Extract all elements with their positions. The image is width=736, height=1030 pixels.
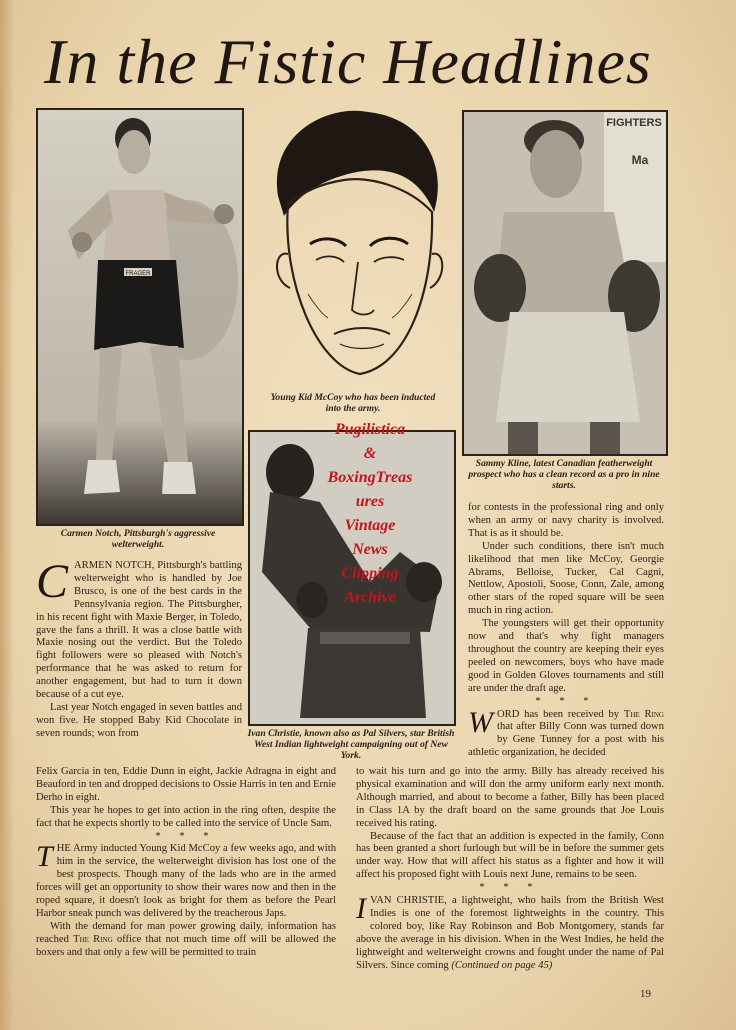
lead-in: VAN CHRISTIE bbox=[370, 895, 445, 907]
paragraph-notch-intro bbox=[36, 555, 242, 702]
article-block-lower-left bbox=[36, 766, 336, 960]
drop-cap: T bbox=[36, 840, 53, 874]
drop-cap: C bbox=[36, 555, 69, 608]
paragraph-mccoy-army bbox=[36, 840, 336, 920]
magazine-name: The Ring bbox=[623, 708, 664, 720]
paragraph-conn bbox=[468, 705, 664, 761]
paragraph-text: office that not much time off will be allowed the boxers and that only a few will be permitted to train bbox=[36, 933, 336, 958]
paragraph-conn-cont: to wait his turn and go into the army. Billy has already received his physical examination and will don the army uniform early next month. Although married, and about to become a father, Billy has been placed in Class 1A by the draft board on the same grounds that Joe Louis received his rating. bbox=[356, 766, 664, 829]
paragraph-charity: for contests in the professional ring and only when an army or navy charity is involved. That is as it should be. bbox=[468, 502, 664, 539]
watermark-line: News bbox=[352, 541, 388, 558]
paragraph-text: With the demand for man power growing daily, information has reached bbox=[36, 920, 336, 945]
watermark-line: Archive bbox=[344, 589, 396, 606]
paragraph-man-power bbox=[36, 921, 336, 960]
paragraph-christie bbox=[356, 892, 664, 972]
fighter-photo-notch bbox=[38, 110, 242, 524]
paragraph-text: that after Billy Conn was turned down by Gene Tunney for a post with his athletic organization, he decided bbox=[468, 721, 664, 759]
lead-in: HE bbox=[56, 843, 71, 855]
watermark-line: Clipping bbox=[341, 565, 399, 582]
page-edge-shadow bbox=[0, 0, 14, 1030]
paragraph-conn-furlough: Because of the fact that an addition is expected in the family, Conn has been granted a short furlough but will be in before the summer gets under way. How that will affect his status as a fighter and how it will affect his proposed fight with Louis next June, remains to be seen. bbox=[356, 830, 664, 881]
magazine-name: The Ring bbox=[73, 933, 113, 945]
article-block-lower-right bbox=[356, 766, 664, 973]
watermark-line: & bbox=[363, 445, 377, 462]
watermark-line: BoxingTreas bbox=[327, 469, 413, 486]
lead-in: ORD bbox=[497, 708, 520, 720]
caption-young-kid-mccoy: Young Kid McCoy who has been inducted into the army. bbox=[270, 392, 436, 414]
paragraph-notch-record-cont: Felix Garcia in ten, Eddie Dunn in eight, Jackie Adragna in eight and Beauford in ten and dropped decisions to Ossie Harris in ten and Ernie Derho in eight. bbox=[36, 766, 336, 803]
drop-cap: W bbox=[468, 705, 493, 739]
caption-carmen-notch: Carmen Notch, Pittsburgh's aggressive welterweight. bbox=[60, 528, 216, 550]
archive-watermark bbox=[302, 418, 438, 610]
watermark-line: Pugilistica bbox=[334, 421, 406, 438]
paragraph-text: has been received by bbox=[519, 708, 624, 720]
section-divider-stars: * * * bbox=[479, 882, 541, 894]
paragraph-text: , Pittsburgh's battling welterweight who is handled by Joe Brusco, is one of the best cards in the Pennsylvania region. The Pittsburgher, in his recent fight with Maxie Berger, in Toledo, gave the fans a thrill. It was a close battle with Maxie nosing out the verdict. But the Toledo fight followers were so pleased with Notch's performance that he was asked to return for another engagement, but had to turn it down because of a cut eye. bbox=[36, 560, 242, 701]
paragraph-text: Army inducted Young Kid McCoy a few weeks ago, and with him in the service, the welterweight division has lost one of the best prospects. Though many of the lads who are in the armed forces will get an opportunity to show their wares now and then in the roped square, it doesn't look as bright for them as before the Pearl Harbor sneak punch was delivered by the treacherous Japs. bbox=[36, 843, 336, 919]
poster-text: FIGHTERS bbox=[606, 117, 662, 129]
portrait-sketch-mccoy bbox=[248, 104, 458, 386]
caption-ivan-christie: Ivan Christie, known also as Pal Silvers, star British West Indian lightweight campaigning out of New York. bbox=[247, 728, 455, 761]
caption-sammy-kline: Sammy Kline, latest Canadian featherweight prospect who has a clean record as a pro in nine starts. bbox=[468, 458, 660, 491]
page-headline: In the Fistic Headlines bbox=[44, 26, 652, 97]
watermark-line: Vintage bbox=[344, 517, 396, 534]
drop-cap: I bbox=[356, 892, 366, 926]
fighter-photo-kline bbox=[464, 112, 666, 454]
article-column-left bbox=[36, 555, 242, 741]
photo-sammy-kline bbox=[462, 110, 668, 456]
article-column-right bbox=[468, 502, 664, 760]
section-divider-stars: * * * bbox=[155, 830, 217, 842]
paragraph-text: , a lightweight, who hails from the British West Indies is one of the foremost lightweights in the country. This colored boy, like Ray Robinson and Bob Montgomery, stands far above the average in his division. When in the West Indies, he held the lightweight and welterweight crowns and fought under the name of Pal Silvers. Since coming bbox=[356, 895, 664, 971]
section-divider-stars: * * * bbox=[535, 695, 597, 707]
trunks-text: FRAGER bbox=[125, 271, 151, 277]
continued-note: (Continued on page 45) bbox=[451, 959, 553, 971]
page-number: 19 bbox=[640, 988, 651, 1000]
watermark-line: ures bbox=[355, 493, 385, 510]
paragraph-notch-record: Last year Notch engaged in seven battles and won five. He stopped Baby Kid Chocolate in seven rounds; won from bbox=[36, 701, 242, 739]
paragraph-notch-army: This year he hopes to get into action in the ring often, despite the fact that he expects shortly to be called into the service of Uncle Sam. bbox=[36, 804, 336, 829]
lead-in: ARMEN NOTCH bbox=[74, 560, 152, 571]
paragraph-youngsters: The youngsters will get their opportunity now and that's why fight managers throughout the country are keeping their eyes peeled on newcomers, boys who have made good in Golden Gloves tournaments and still are under the draft age. bbox=[468, 618, 664, 694]
poster-text-secondary: Ma bbox=[631, 153, 649, 167]
sketch-young-kid-mccoy bbox=[248, 104, 458, 386]
paragraph-stars-list: Under such conditions, there isn't much likelihood that men like McCoy, Georgie Abrams, Belloise, Tucker, Cal Cagni, Nettlow, Apostoli, Soose, Conn, Zale, among other stars of the roped square will be seen much in ring action. bbox=[468, 540, 664, 617]
photo-carmen-notch bbox=[36, 108, 244, 526]
